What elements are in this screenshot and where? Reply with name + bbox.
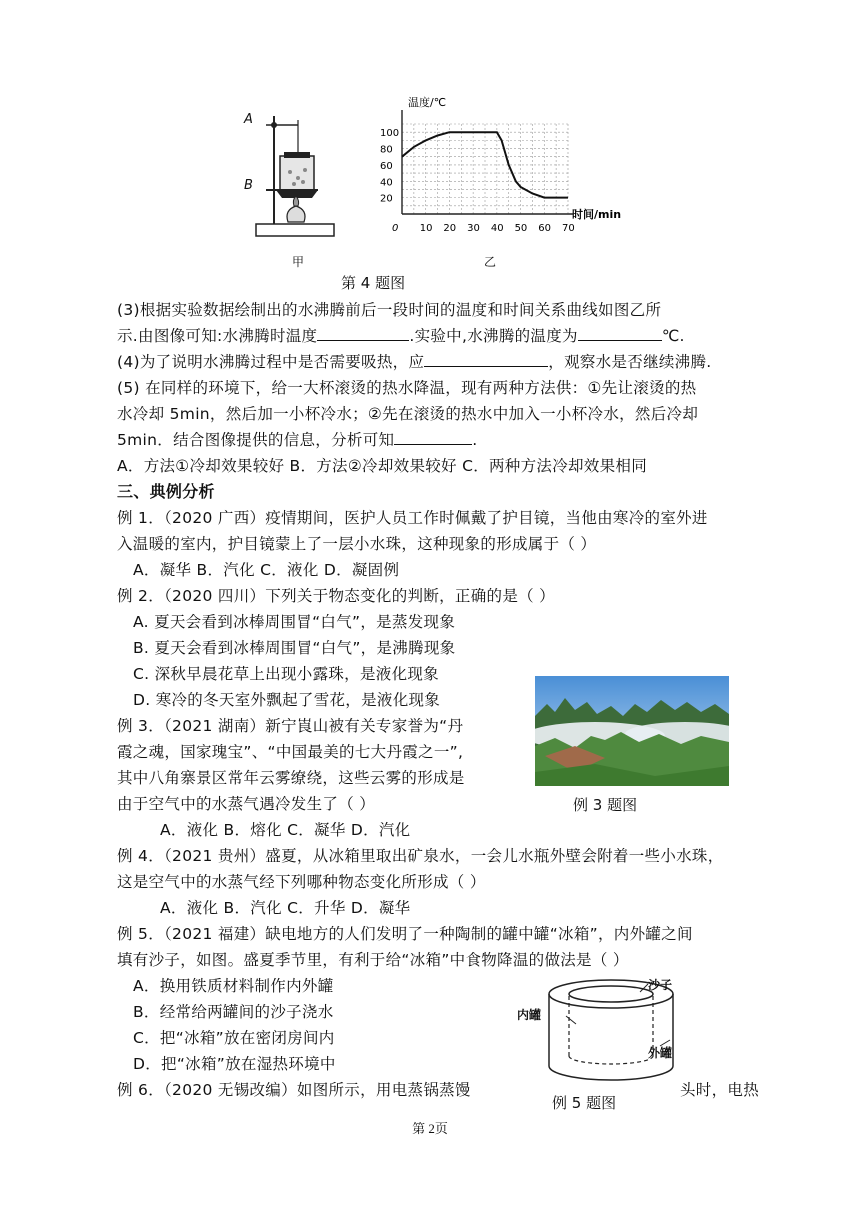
x-tick-label: 30: [467, 223, 480, 234]
ex5-opt-b: B．经常给两罐间的沙子浇水: [133, 1003, 334, 1021]
q4-line1: (4)为了说明水沸腾过程中是否需要吸热，应 ，观察水是否继续沸腾.: [117, 350, 712, 374]
q5-options: A．方法①冷却效果较好 B．方法②冷却效果较好 C．两种方法冷却效果相同: [117, 457, 648, 475]
ex5-opt-a: A．换用铁质材料制作内外罐: [133, 977, 334, 995]
ex2-line1: 例 2．（2020 四川）下列关于物态变化的判断，正确的是（ ）: [117, 587, 555, 605]
ex3-line4: 由于空气中的水蒸气遇冷发生了（ ）: [117, 795, 376, 813]
ex3-line3: 其中八角寨景区常年云雾缭绕，这些云雾的形成是: [117, 769, 465, 787]
caption-right: 乙: [484, 255, 497, 269]
caption-left: 甲: [292, 255, 305, 269]
y-tick-label: 60: [380, 160, 393, 172]
ex5-line1: 例 5．（2021 福建）缺电地方的人们发明了一种陶制的罐中罐“冰箱”，内外罐之间: [117, 925, 693, 943]
x-tick-label: 50: [514, 223, 528, 234]
ex5-caption: 例 5 题图: [552, 1094, 617, 1112]
figure4-caption: 第 4 题图: [341, 274, 406, 292]
chart-xlabel: 时间/min: [572, 208, 622, 221]
q5-line3: 5min．结合图像提供的信息，分析可知 .: [117, 428, 478, 452]
x-tick-label: 20: [443, 223, 457, 234]
y-tick-label: 100: [380, 128, 400, 140]
temperature-time-chart: [372, 92, 632, 252]
ex3-options: A．液化 B．熔化 C．凝华 D．汽化: [160, 821, 411, 839]
label-inner-pot: 内罐: [517, 1008, 542, 1022]
chart-ylabel: 温度/℃: [408, 96, 447, 109]
q5-line2: 水冷却 5min，然后加一小杯冷水；②先在滚烫的热水中加入一小杯冷水，然后冷却: [117, 405, 699, 423]
ex2-opt-c: C. 深秋早晨花草上出现小露珠，是液化现象: [133, 665, 439, 683]
x-tick-label: 40: [490, 223, 504, 234]
label-b: B: [244, 178, 253, 193]
ex5-opt-d: D．把“冰箱”放在湿热环境中: [133, 1055, 336, 1073]
x-tick-label: 10: [419, 223, 433, 234]
q5-line1: (5) 在同样的环境下，给一大杯滚烫的热水降温，现有两种方法供：①先让滚烫的热: [117, 379, 697, 397]
mountain-photo: [535, 676, 729, 786]
q3-line1: (3)根据实验数据绘制出的水沸腾前后一段时间的温度和时间关系曲线如图乙所: [117, 301, 662, 319]
answer-blank[interactable]: [394, 428, 472, 445]
ex3-line1: 例 3．（2021 湖南）新宁崀山被有关专家誉为“丹: [117, 717, 464, 735]
ex5-opt-c: C．把“冰箱”放在密闭房间内: [133, 1029, 335, 1047]
ex5-line2: 填有沙子，如图。盛夏季节里，有利于给“冰箱”中食物降温的做法是（ ）: [117, 951, 629, 969]
ex2-opt-a: A. 夏天会看到冰棒周围冒“白气”，是蒸发现象: [133, 613, 456, 631]
ex1-options: A．凝华 B．汽化 C．液化 D．凝固例: [133, 561, 400, 579]
ex1-line2: 入温暖的室内，护目镜蒙上了一层小水珠，这种现象的形成属于（ ）: [117, 535, 597, 553]
ex2-opt-b: B. 夏天会看到冰棒周围冒“白气”，是沸腾现象: [133, 639, 456, 657]
q3-line2: 示.由图像可知:水沸腾时温度 .实验中,水沸腾的温度为 ℃.: [117, 324, 685, 348]
y-tick-label: 40: [380, 177, 393, 189]
ex4-options: A．液化 B．汽化 C．升华 D．凝华: [160, 899, 411, 917]
section-title: 三、典例分析: [117, 482, 215, 501]
label-a: A: [244, 112, 253, 127]
x-tick-label: 60: [538, 223, 552, 234]
ex3-caption: 例 3 题图: [573, 796, 638, 814]
page-number: 第 2页: [412, 1121, 448, 1136]
y-tick-label: 80: [380, 144, 393, 156]
y-tick-label: 20: [380, 193, 393, 205]
ex4-line1: 例 4．（2021 贵州）盛夏，从冰箱里取出矿泉水，一会儿水瓶外壁会附着一些小水珠，: [117, 847, 724, 865]
label-outer-pot: 外罐: [648, 1046, 673, 1060]
answer-blank[interactable]: [578, 324, 662, 341]
x-tick-label: 70: [562, 223, 575, 234]
ex2-opt-d: D. 寒冷的冬天室外飘起了雪花，是液化现象: [133, 691, 441, 709]
answer-blank[interactable]: [317, 324, 409, 341]
ex6-line1a: 例 6．（2020 无锡改编）如图所示，用电蒸锅蒸馒: [117, 1081, 471, 1099]
ex4-line2: 这是空气中的水蒸气经下列哪种物态变化所形成（ ）: [117, 873, 486, 891]
ex6-line1b: 头时，电热: [680, 1081, 760, 1099]
answer-blank[interactable]: [424, 350, 548, 367]
ex1-line1: 例 1．（2020 广西）疫情期间，医护人员工作时佩戴了护目镜，当他由寒冷的室外进: [117, 509, 708, 527]
x-tick-label: 0: [392, 223, 399, 234]
ex3-line2: 霞之魂，国家瑰宝”、“中国最美的七大丹霞之一”,: [117, 743, 464, 761]
label-sand: 沙子: [648, 978, 673, 992]
